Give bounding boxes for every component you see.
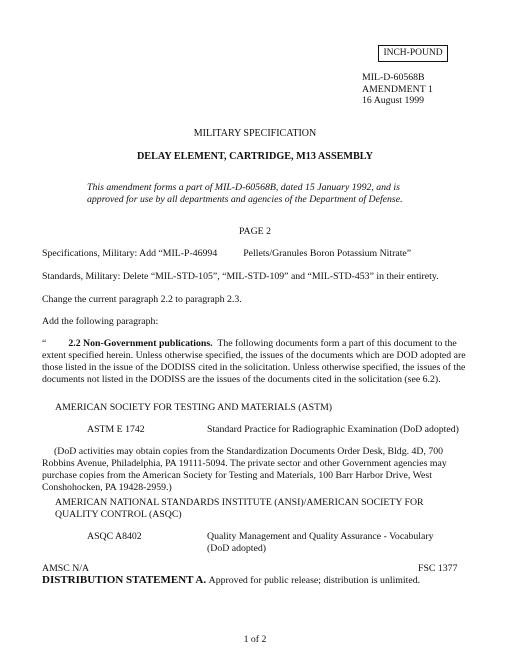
page-number: 1 of 2 bbox=[243, 634, 267, 645]
asqc-description-line-1: Quality Management and Quality Assurance - Vocabulary bbox=[207, 531, 434, 542]
asqc-code: ASQC A8402 bbox=[87, 531, 142, 542]
dod-note bbox=[42, 446, 472, 494]
intro-paragraph: This amendment forms a part of MIL-D-60568B, dated 15 January 1992, and is approved for use by all departments and agencies of the Department of Defense. bbox=[87, 182, 403, 205]
doc-number: MIL-D-60568B bbox=[362, 72, 425, 83]
section-text: The following documents form a part of this document to the extent specified herein. Unless otherwise specified, the issues of the documents which are DOD adopted are those listed in the issue of the DODISS cited in the solicitation. Unless otherwise specified, the issues of the documents not listed in the DODISS are the issues of the documents cited in the solicitation (see 6.2). bbox=[42, 338, 466, 385]
astm-organization: AMERICAN SOCIETY FOR TESTING AND MATERIALS (ASTM) bbox=[55, 402, 333, 413]
quote-open: “ bbox=[42, 338, 47, 349]
distribution-label: DISTRIBUTION STATEMENT A. bbox=[42, 574, 207, 586]
spec-military-prefix: Specifications, Military: Add “MIL-P-46994 bbox=[42, 248, 218, 259]
change-paragraph-line: Change the current paragraph 2.2 to paragraph 2.3. bbox=[42, 294, 242, 305]
spec-type: MILITARY SPECIFICATION bbox=[193, 128, 317, 139]
astm-description: Standard Practice for Radiographic Examination (DoD adopted) bbox=[207, 424, 459, 435]
amendment-number: AMENDMENT 1 bbox=[362, 83, 433, 95]
fsc-label: FSC 1377 bbox=[418, 563, 458, 574]
distribution-text: Approved for public release; distribution is unlimited. bbox=[208, 575, 421, 586]
amendment-date: 16 August 1999 bbox=[362, 95, 425, 106]
dod-note-text: (DoD activities may obtain copies from the Standardization Documents Order Desk, Bldg. 4D, 700 Robbins Avenue, Philadelphia, PA 19111-5094. The private sector and other Government agencies may purchase copies from the American Society for Testing and Materials, 100 Barr Harbor Drive, West Conshohocken, PA 19428-2959.) bbox=[42, 446, 447, 493]
asqc-description bbox=[207, 531, 467, 555]
ansi-organization: AMERICAN NATIONAL STANDARDS INSTITUTE (ANSI)/AMERICAN SOCIETY FOR QUALITY CONTROL (ASQC) bbox=[55, 497, 424, 520]
distribution-statement bbox=[42, 574, 420, 587]
document-identifier bbox=[362, 72, 492, 107]
section-heading: 2.2 Non-Government publications. bbox=[68, 338, 213, 349]
specifications-military-line bbox=[42, 248, 472, 260]
page-label: PAGE 2 bbox=[238, 226, 272, 237]
spec-title: DELAY ELEMENT, CARTRIDGE, M13 ASSEMBLY bbox=[136, 151, 374, 162]
section-2-2 bbox=[42, 338, 472, 386]
spec-military-item: Pellets/Granules Boron Potassium Nitrate” bbox=[243, 248, 412, 259]
asqc-description-line-2: (DoD adopted) bbox=[207, 543, 267, 554]
inch-pound-stamp: INCH-POUND bbox=[378, 45, 448, 62]
amsc-label: AMSC N/A bbox=[42, 563, 90, 574]
standards-military-line: Standards, Military: Delete “MIL-STD-105”, “MIL-STD-109” and “MIL-STD-453” in their entirety. bbox=[42, 271, 439, 282]
astm-code: ASTM E 1742 bbox=[87, 424, 145, 435]
add-paragraph-line: Add the following paragraph: bbox=[42, 316, 159, 327]
